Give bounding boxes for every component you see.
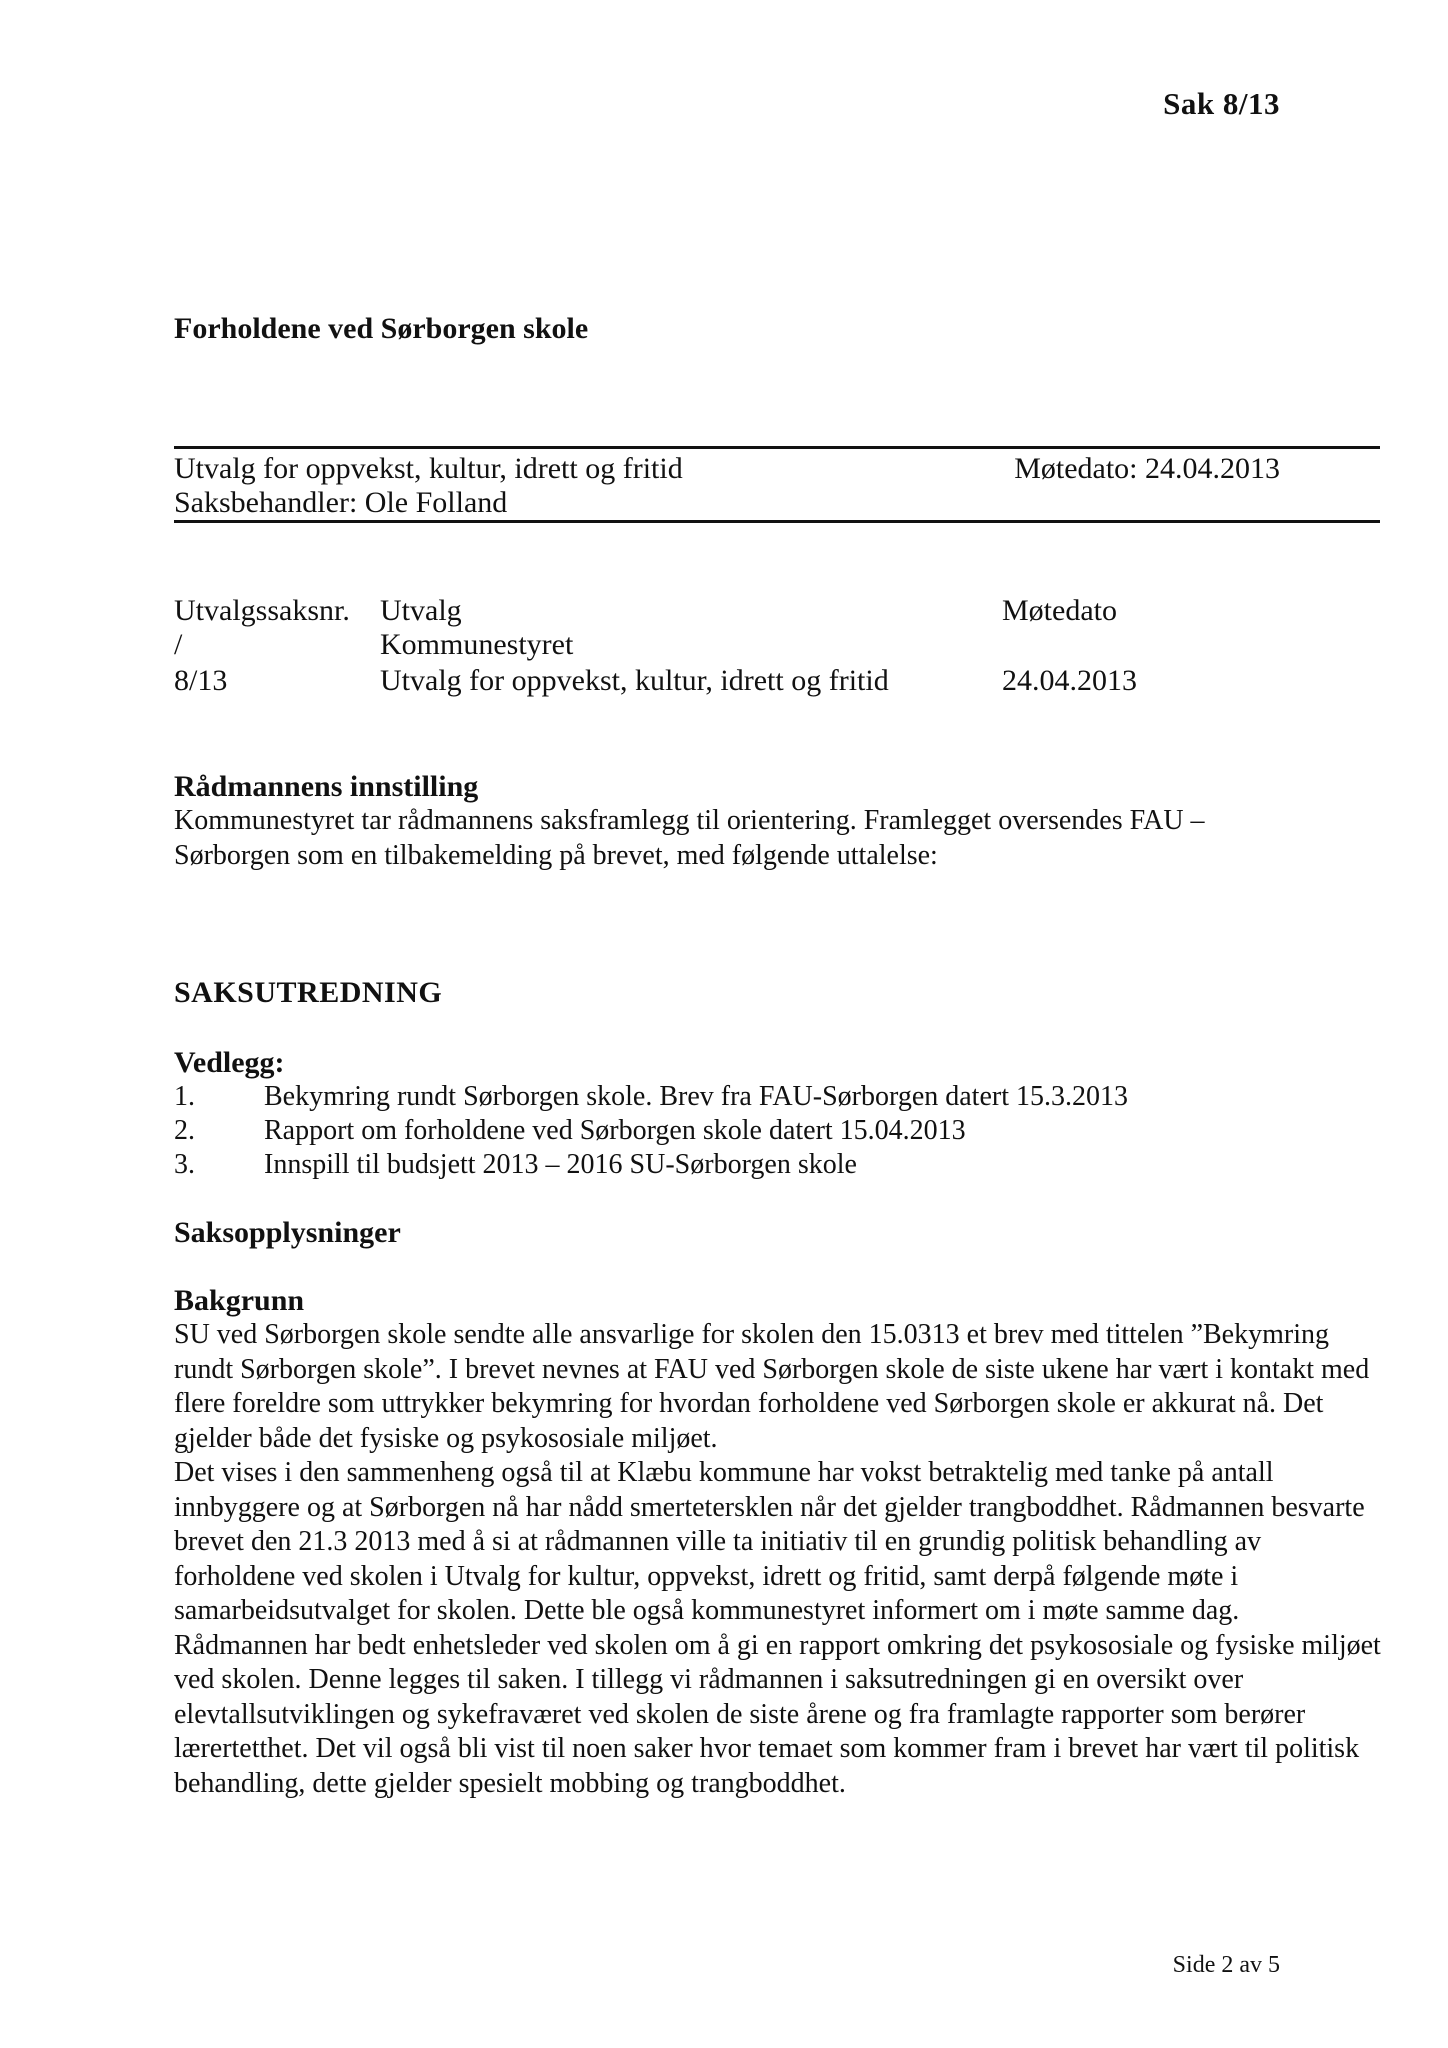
document-title: Forholdene ved Sørborgen skole: [174, 312, 589, 345]
info-heading: Saksopplysninger: [174, 1216, 401, 1249]
background-text: [174, 1318, 1384, 1801]
meeting-date: Møtedato: 24.04.2013: [1014, 452, 1280, 485]
report-heading: SAKSUTREDNING: [174, 976, 443, 1009]
bottom-rule: [174, 520, 1380, 523]
attachment-number: 2.: [174, 1115, 195, 1146]
page-number: Side 2 av 5: [1172, 1952, 1280, 1978]
attachments-heading: Vedlegg:: [174, 1046, 285, 1079]
attachment-item: [174, 1114, 966, 1148]
table-row-2-committee: Utvalg for oppvekst, kultur, idrett og fritid: [380, 664, 889, 697]
attachment-number: 3.: [174, 1149, 195, 1180]
background-paragraph-2: Det vises i den sammenheng også til at Klæbu kommune har vokst betraktelig med tanke på antall innbyggere og at Sørborgen nå har nådd smertetersklen når det gjelder trangboddhet. Rådmannen besvarte brevet den 21.3 2013 med å si at rådmannen ville ta initiativ til en grundig politisk behandling av forholdene ved skolen i Utvalg for kultur, oppvekst, idrett og fritid, samt derpå følgende møte i samarbeidsutvalget for skolen. Dette ble også kommunestyret informert om i møte samme dag.: [174, 1457, 1365, 1626]
case-officer: Saksbehandler: Ole Folland: [174, 486, 508, 519]
top-rule: [174, 446, 1380, 449]
table-header-date: Møtedato: [1002, 594, 1117, 627]
committee-name: Utvalg for oppvekst, kultur, idrett og fritid: [174, 452, 683, 485]
table-row-1-committee: Kommunestyret: [380, 628, 574, 661]
table-row-2-case-no: 8/13: [174, 664, 228, 697]
table-row-1-case-no: /: [174, 628, 183, 661]
case-number: Sak 8/13: [1163, 86, 1280, 121]
table-header-case-no: Utvalgssaksnr.: [174, 594, 350, 627]
attachment-item: [174, 1148, 857, 1182]
background-paragraph-1: SU ved Sørborgen skole sendte alle ansvarlige for skolen den 15.0313 et brev med tittelen ”Bekymring rundt Sørborgen skole”. I brevet nevnes at FAU ved Sørborgen skole de siste ukene har vært i kontakt med flere foreldre som uttrykker bekymring for hvordan forholdene ved Sørborgen skole er akkurat nå. Det gjelder både det fysiske og psykososiale miljøet.: [174, 1319, 1370, 1454]
recommendation-line-1: Kommunestyret tar rådmannens saksframlegg til orientering. Framlegget oversendes FAU –: [174, 805, 1205, 836]
recommendation-text: [174, 804, 1384, 873]
attachment-text: Bekymring rundt Sørborgen skole. Brev fra FAU-Sørborgen datert 15.3.2013: [264, 1081, 1128, 1112]
recommendation-heading: Rådmannens innstilling: [174, 770, 479, 803]
attachment-text: Innspill til budsjett 2013 – 2016 SU-Sørborgen skole: [264, 1149, 857, 1180]
background-paragraph-3: Rådmannen har bedt enhetsleder ved skolen om å gi en rapport omkring det psykososiale og fysiske miljøet ved skolen. Denne legges til saken. I tillegg vi rådmannen i saksutredningen gi en oversikt over elevtallsutviklingen og sykefraværet ved skolen de siste årene og fra framlagte rapporter som berører lærertetthet. Det vil også bli vist til noen saker hvor temaet som kommer fram i brevet har vært til politisk behandling, dette gjelder spesielt mobbing og trangboddhet.: [174, 1629, 1381, 1799]
attachment-text: Rapport om forholdene ved Sørborgen skole datert 15.04.2013: [264, 1115, 966, 1146]
recommendation-line-2: Sørborgen som en tilbakemelding på brevet, med følgende uttalelse:: [174, 839, 938, 871]
background-heading: Bakgrunn: [174, 1284, 305, 1317]
table-row-2-date: 24.04.2013: [1002, 664, 1137, 697]
attachment-number: 1.: [174, 1081, 195, 1112]
table-header-committee: Utvalg: [380, 594, 462, 627]
attachment-item: [174, 1080, 1128, 1114]
